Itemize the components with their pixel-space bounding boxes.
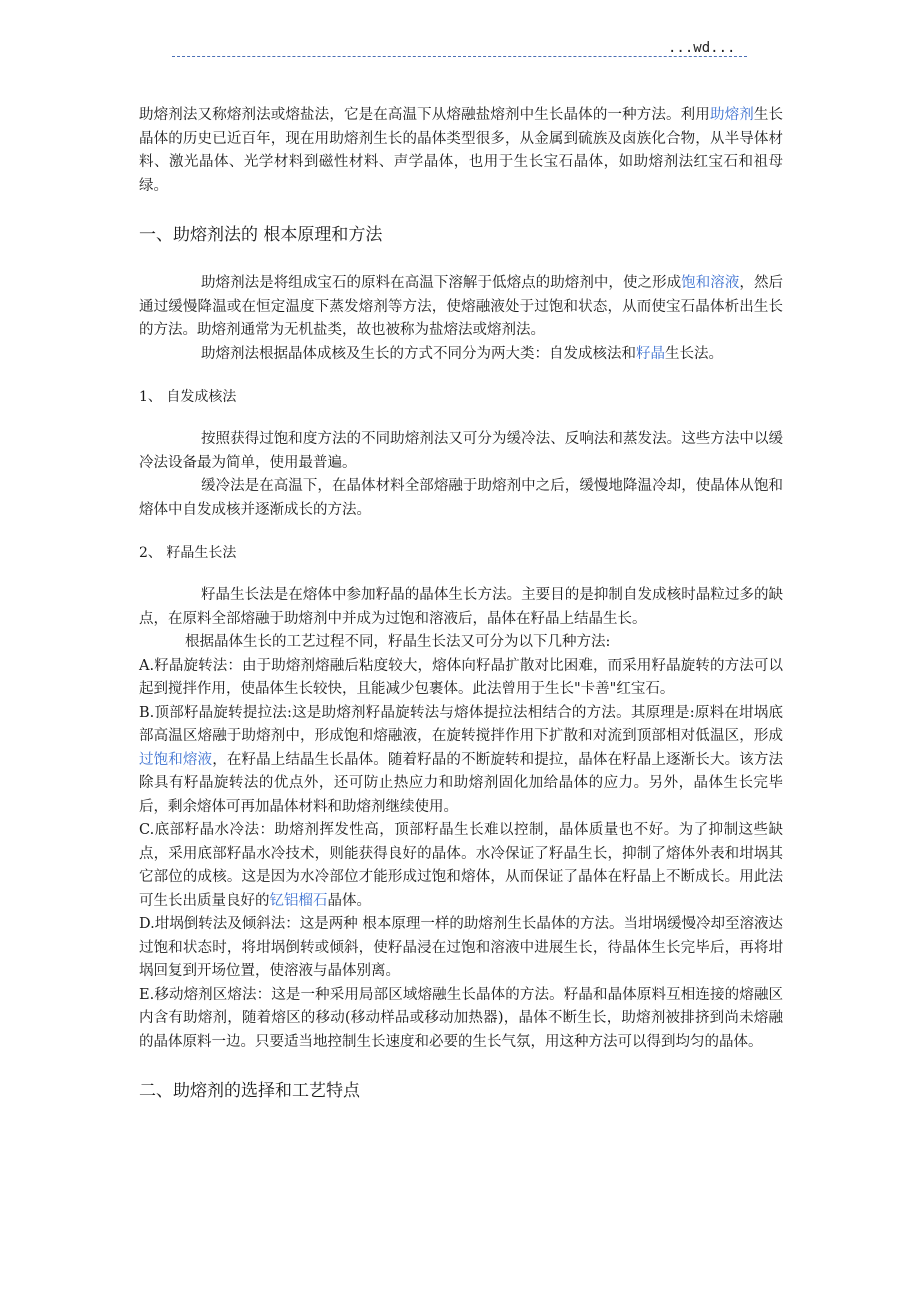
method-b: B.顶部籽晶旋转提拉法:这是助熔剂籽晶旋转法与熔体提拉法相结合的方法。其原理是:原料在坩埚底部高温区熔融于助熔剂中，形成饱和熔融液，在旋转搅拌作用下扩散和对流到顶部相对低温区，形成过饱和熔液，在籽晶上结晶生长晶体。随着籽晶的不断旋转和提拉，晶体在籽晶上逐渐长大。该方法除具有籽晶旋转法的优点外，还可防止热应力和助熔剂固化加给晶体的应力。另外，晶体生长完毕后，剩余熔体可再加晶体材料和助熔剂继续使用。	[139, 704, 784, 815]
header-divider	[172, 56, 747, 57]
link-flux[interactable]: 助熔剂	[709, 107, 754, 123]
seed-paragraph-2: 根据晶体生长的工艺过程不同，籽晶生长法又可分为以下几种方法:	[185, 634, 611, 650]
link-supersaturated-melt[interactable]: 过饱和熔液	[139, 751, 213, 768]
intro-paragraph: 助熔剂法又称熔剂法或熔盐法，它是在高温下从熔融盐熔剂中生长晶体的一种方法。利用助熔剂生长晶体的历史已近百年，现在用助熔剂生长的晶体类型很多，从金属到硫族及卤族化合物，从半导体材料、激光晶体、光学材料到磁性材料、声学晶体，也用于生长宝石晶体，如助熔剂法红宝石和祖母绿。	[139, 107, 784, 194]
principle-paragraph: 助熔剂法是将组成宝石的原料在高温下溶解于低熔点的助熔剂中，使之形成饱和溶液，然后通过缓慢降温或在恒定温度下蒸发熔剂等方法，使熔融液处于过饱和状态，从而使宝石晶体析出生长的方法。助熔剂通常为无机盐类，故也被称为盐熔法或熔剂法。	[139, 275, 784, 338]
link-seed-crystal[interactable]: 籽晶	[636, 345, 665, 362]
spontaneous-paragraph-2: 缓冷法是在高温下，在晶体材料全部熔融于助熔剂中之后，缓慢地降温冷却，使晶体从饱和熔体中自发成核并逐渐成长的方法。	[139, 478, 783, 518]
method-d: D.坩埚倒转法及倾斜法：这是两种 根本原理一样的助熔剂生长晶体的方法。当坩埚缓慢冷却至溶液达过饱和状态时，将坩埚倒转或倾斜，使籽晶浸在过饱和溶液中进展生长，待晶体生长完毕后，再将坩埚回复到开场位置，使溶液与晶体别离。	[139, 916, 783, 979]
header-mark: ...wd...	[668, 40, 736, 56]
method-c: C.底部籽晶水冷法：助熔剂挥发性高，顶部籽晶生长难以控制，晶体质量也不好。为了抑制这些缺点，采用底部籽晶水冷技术，则能获得良好的晶体。水冷保证了籽晶生长，抑制了熔体外表和坩埚其它部位的成核。这是因为水冷部位才能形成过饱和熔体，从而保证了晶体在籽晶上不断成长。用此法可生长出质量良好的钇铝榴石晶体。	[139, 822, 783, 909]
spontaneous-paragraph-1: 按照获得过饱和度方法的不同助熔剂法又可分为缓冷法、反响法和蒸发法。这些方法中以缓冷法设备最为简单，使用最普遍。	[139, 431, 783, 471]
section-1-heading: 一、助熔剂法的 根本原理和方法	[139, 225, 383, 245]
classification-paragraph: 助熔剂法根据晶体成核及生长的方式不同分为两大类：自发成核法和籽晶生长法。	[201, 345, 723, 362]
section-2-heading: 二、助熔剂的选择和工艺特点	[139, 1081, 360, 1101]
link-yag[interactable]: 钇铝榴石	[269, 892, 328, 909]
subsection-2-heading: 2、 籽晶生长法	[139, 545, 237, 561]
subsection-1-heading: 1、 自发成核法	[139, 389, 237, 405]
link-saturated-solution[interactable]: 饱和溶液	[681, 275, 740, 291]
seed-paragraph-1: 籽晶生长法是在熔体中参加籽晶的晶体生长方法。主要目的是抑制自发成核时晶粒过多的缺点，在原料全部熔融于助熔剂中并成为过饱和溶液后，晶体在籽晶上结晶生长。	[139, 587, 783, 627]
document-body	[139, 104, 783, 1104]
method-e: E.移动熔剂区熔法：这是一种采用局部区域熔融生长晶体的方法。籽晶和晶体原料互相连接的熔融区内含有助熔剂，随着熔区的移动(移动样品或移动加热器)，晶体不断生长，助熔剂被排挤到尚未熔融的晶体原料一边。只要适当地控制生长速度和必要的生长气氛，用这种方法可以得到均匀的晶体。	[139, 986, 783, 1050]
method-a: A.籽晶旋转法：由于助熔剂熔融后粘度较大，熔体向籽晶扩散对比困难，而采用籽晶旋转的方法可以起到搅拌作用，使晶体生长较快，且能减少包裹体。此法曾用于生长"卡善"红宝石。	[139, 657, 783, 697]
